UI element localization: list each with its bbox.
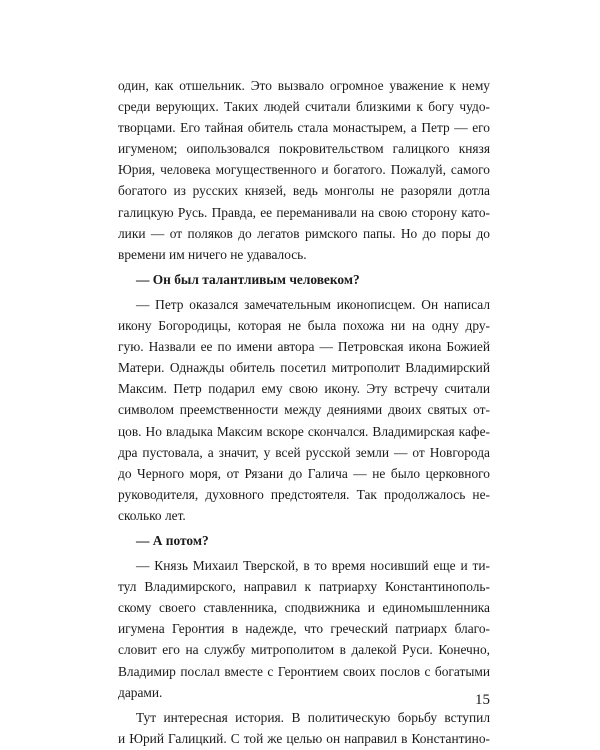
text-line: среди верующих. Таких людей считали близкими к богу чудо- xyxy=(118,99,490,115)
page-number: 15 xyxy=(475,692,490,708)
text-line: до Черного моря, от Рязани до Галича — не было церковного xyxy=(118,465,490,481)
text-line: Тут интересная история. В политическую борьбу вступил xyxy=(136,709,490,725)
question-line: — А потом? xyxy=(136,532,209,548)
text-line: — Князь Михаил Тверской, в то время носивший еще и ти- xyxy=(136,558,490,574)
text-line: словит его на службу митрополитом в далекой Руси. Конечно, xyxy=(118,642,490,658)
text-line: — Петр оказался замечательным иконописцем. Он написал xyxy=(136,296,490,312)
text-line: и Юрий Галицкий. С той же целью он направил в Константино- xyxy=(118,730,490,746)
text-line: гую. Назвали ее по имени автора — Петровская икона Божией xyxy=(118,339,490,355)
body-text xyxy=(118,75,490,749)
text-line: творцами. Его тайная обитель стала монастырем, а Петр — его xyxy=(118,120,490,136)
text-line: игумена Геронтия в надежде, что греческий патриарх благо- xyxy=(118,621,490,637)
text-line: игуменом; оипользовался покровительством галицкого князя xyxy=(118,141,490,157)
text-line: времени им ничего не удавалось. xyxy=(118,246,307,262)
text-line: цов. Но владыка Максим вскоре скончался. Владимирская кафе- xyxy=(118,423,490,439)
text-line: икону Богородицы, которая не была похожа ни на одну дру- xyxy=(118,318,490,334)
text-line: богатого из русских князей, ведь монголы не разоряли дотла xyxy=(118,183,490,199)
text-line: символом преемственности между деяниями двоих святых от- xyxy=(118,402,490,418)
question-line: — Он был талантливым человеком? xyxy=(136,271,360,287)
text-line: один, как отшельник. Это вызвало огромное уважение к нему xyxy=(118,78,490,93)
text-line: сколько лет. xyxy=(118,507,186,523)
text-line: дра пустовала, а значит, у всей русской земли — от Новгорода xyxy=(118,444,490,460)
text-line: Максим. Петр подарил ему свою икону. Эту встречу считали xyxy=(118,381,490,397)
text-line: лики — от поляков до легатов римского папы. Но до поры до xyxy=(118,225,490,241)
text-line: дарами. xyxy=(118,684,163,700)
text-line: скому своего ставленника, сподвижника и единомышленника xyxy=(118,600,490,616)
text-line: тул Владимирского, направил к патриарху Константинополь- xyxy=(118,579,490,595)
text-line: руководителя, духовного предстоятеля. Так продолжалось не- xyxy=(118,486,490,502)
text-line: Владимир послал вместе с Геронтием своих послов с богатыми xyxy=(118,663,490,679)
text-line: Матери. Однажды обитель посетил митрополит Владимирский xyxy=(118,360,490,376)
text-line: галицкую Русь. Правда, ее переманивали на свою сторону като- xyxy=(118,204,490,220)
text-line: Юрия, человека могущественного и богатого. Пожалуй, самого xyxy=(118,162,490,178)
